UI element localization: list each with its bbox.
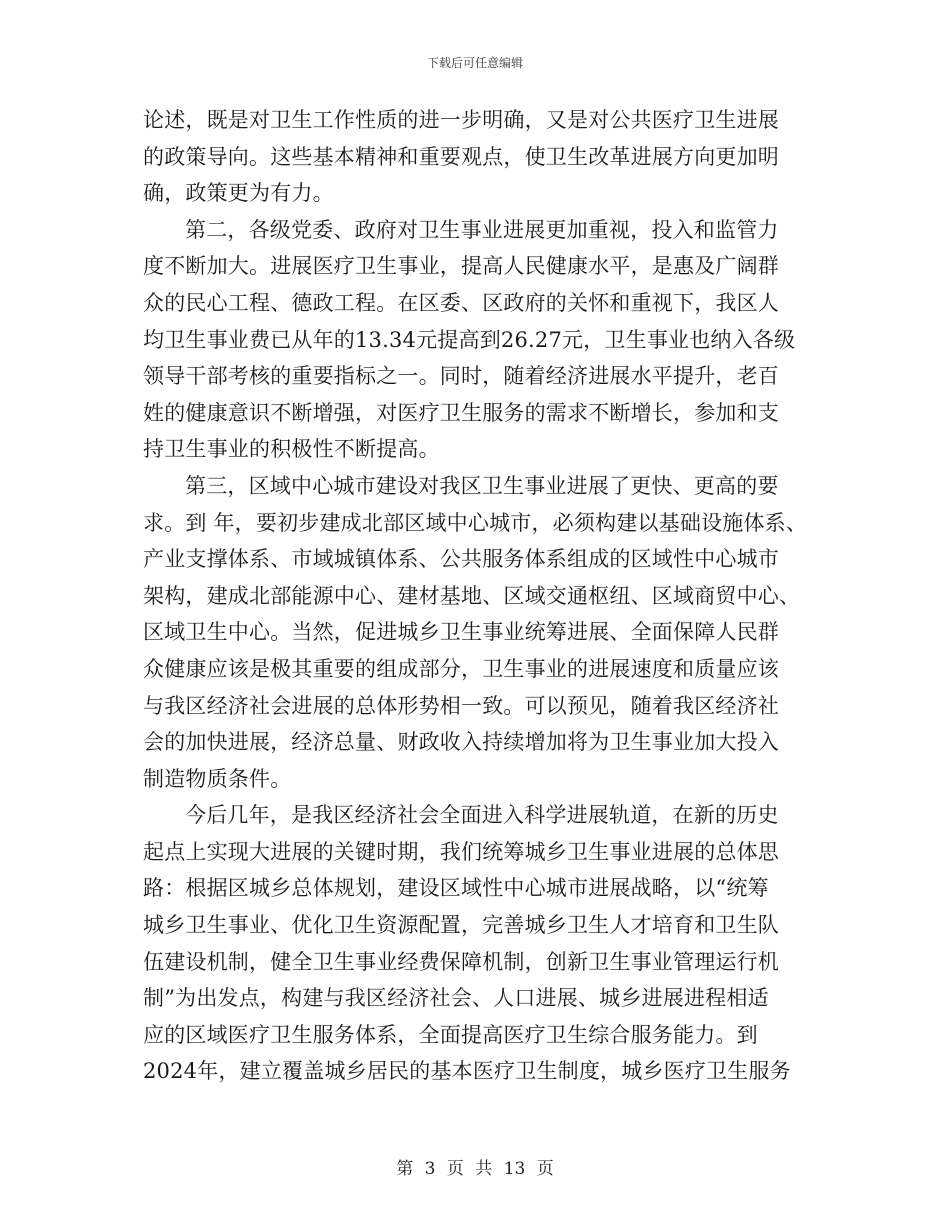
- page-header: 下载后可任意编辑: [426, 56, 523, 70]
- paragraph-line: 的政策导向。这些基本精神和重要观点，使卫生改革进展方向更加明: [143, 144, 779, 169]
- paragraph-line: 制”为出发点，构建与我区经济社会、人口进展、城乡进展进程相适: [143, 986, 769, 1011]
- paragraph-line: 城乡卫生事业、优化卫生资源配置，完善城乡卫生人才培育和卫生队: [143, 913, 779, 938]
- paragraph-line: 求。到 年，要初步建成北部区域中心城市，必须构建以基础设施体系、: [143, 510, 808, 535]
- paragraph-line: 众健康应该是极其重要的组成部分，卫生事业的进展速度和质量应该: [143, 656, 779, 681]
- paragraph-line: 姓的健康意识不断增强，对医疗卫生服务的需求不断增长，参加和支: [143, 400, 779, 425]
- paragraph-line: 持卫生事业的积极性不断提高。: [143, 437, 440, 462]
- paragraph-line: 论述，既是对卫生工作性质的进一步明确，又是对公共医疗卫生进展: [143, 108, 779, 132]
- paragraph-line: 会的加快进展，经济总量、财政收入持续增加将为卫生事业加大投入: [143, 730, 779, 755]
- paragraph-line: 2024年，建立覆盖城乡居民的基本医疗卫生制度，城乡医疗卫生服务: [143, 1059, 791, 1084]
- paragraph-line: 起点上实现大进展的关键时期，我们统筹城乡卫生事业进展的总体思: [143, 839, 779, 864]
- paragraph-line: 确，政策更为有力。: [143, 181, 334, 206]
- paragraph-line: 伍建设机制，健全卫生事业经费保障机制，创新卫生事业管理运行机: [143, 949, 779, 974]
- paragraph-line: 应的区域医疗卫生服务体系，全面提高医疗卫生综合服务能力。到: [143, 1022, 758, 1047]
- paragraph-line: 架构，建成北部能源中心、建材基地、区域交通枢纽、区域商贸中心、: [143, 583, 801, 608]
- paragraph-line: 均卫生事业费已从年的13.34元提高到26.27元，卫生事业也纳入各级: [143, 327, 796, 352]
- paragraph-line: 产业支撑体系、市域城镇体系、公共服务体系组成的区域性中心城市: [143, 547, 779, 572]
- paragraph-line: 与我区经济社会进展的总体形势相一致。可以预见，随着我区经济社: [143, 693, 779, 718]
- paragraph-line: 今后几年，是我区经济社会全面进入科学进展轨道，在新的历史: [185, 803, 779, 828]
- paragraph-line: 路：根据区城乡总体规划，建设区域性中心城市进展战略，以“统筹: [143, 876, 769, 901]
- paragraph-line: 度不断加大。进展医疗卫生事业，提高人民健康水平，是惠及广阔群: [143, 254, 779, 279]
- document-body: [143, 102, 808, 1090]
- paragraph-line: 领导干部考核的重要指标之一。同时，随着经济进展水平提升，老百: [143, 364, 779, 389]
- paragraph-line: 制造物质条件。: [143, 766, 292, 791]
- paragraph-line: 第三，区域中心城市建设对我区卫生事业进展了更快、更高的要: [185, 473, 779, 498]
- paragraph-line: 区域卫生中心。当然，促进城乡卫生事业统筹进展、全面保障人民群: [143, 620, 779, 645]
- paragraph-line: 第二，各级党委、政府对卫生事业进展更加重视，投入和监管力: [185, 217, 779, 242]
- page-footer: 第 3 页 共 13 页: [396, 1159, 554, 1179]
- paragraph-line: 众的民心工程、德政工程。在区委、区政府的关怀和重视下，我区人: [143, 290, 779, 315]
